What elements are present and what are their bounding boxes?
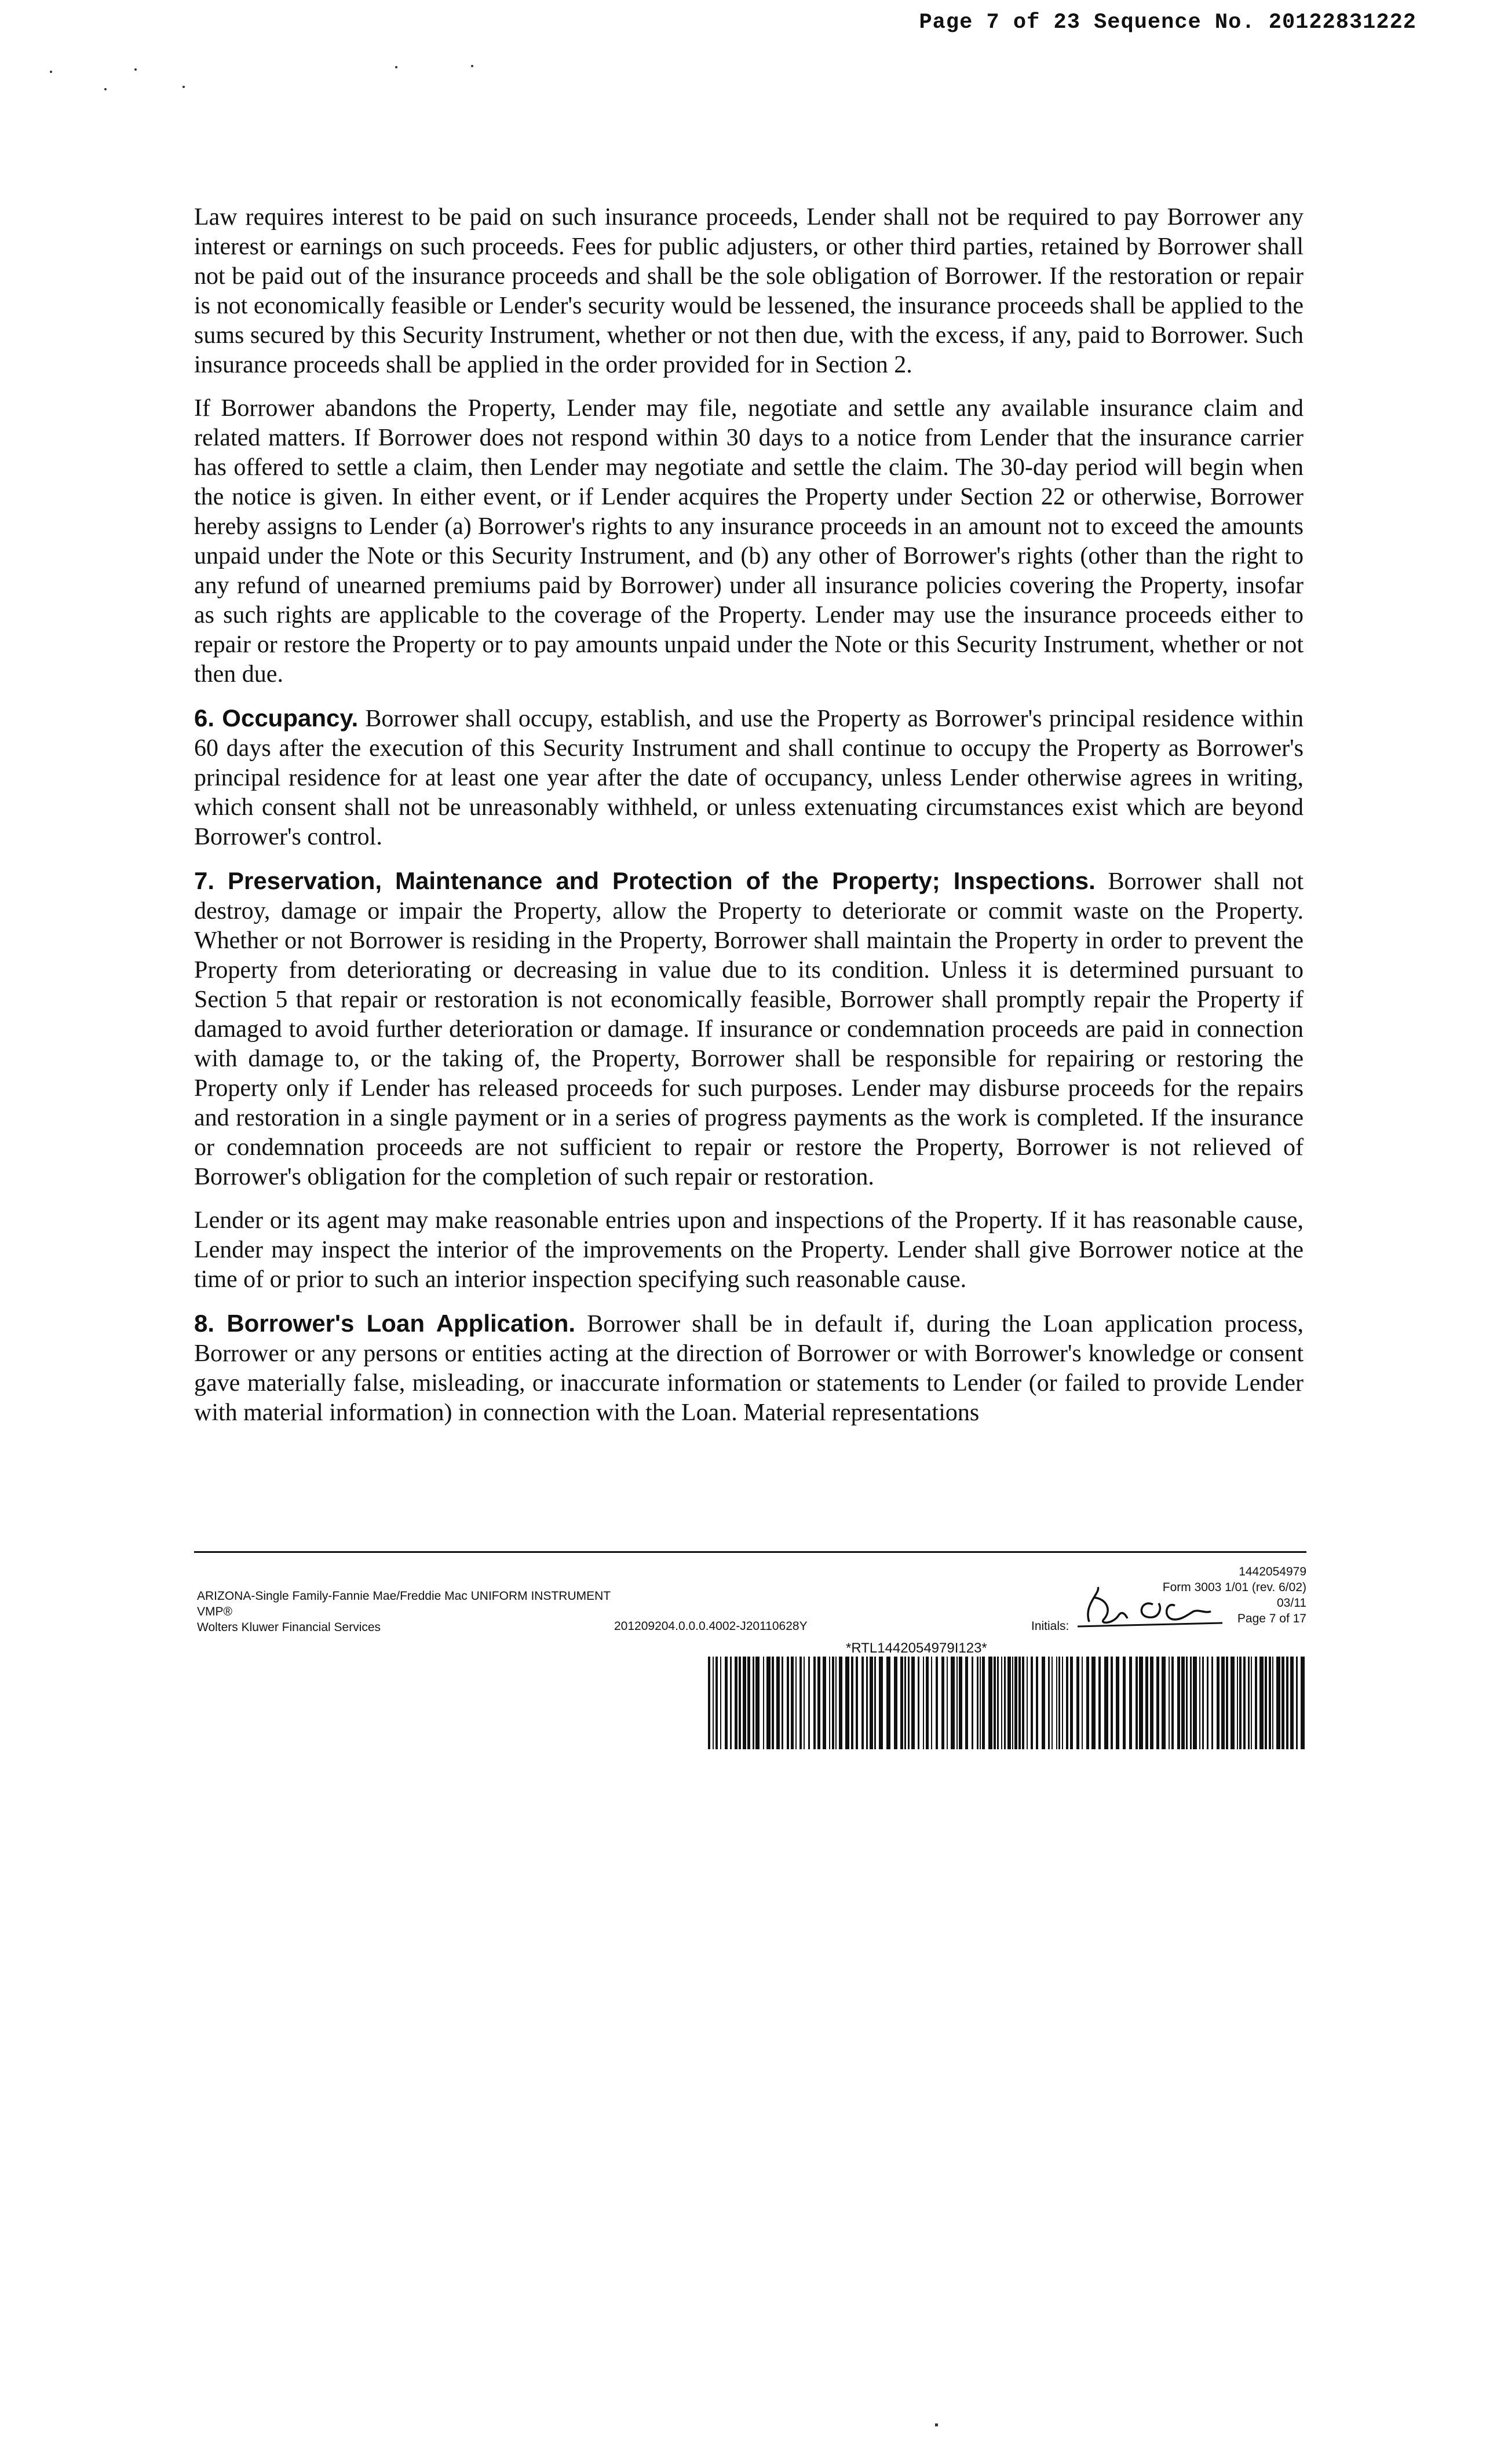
barcode-bar-105	[1207, 1657, 1208, 1749]
barcode-bar-118	[1265, 1657, 1267, 1749]
page-of-total: Page 7 of 17	[1237, 1612, 1306, 1625]
barcode-bar-53	[959, 1657, 962, 1749]
barcode-bar-15	[776, 1657, 780, 1749]
barcode-bar-62	[1001, 1657, 1002, 1749]
initials-field	[1031, 1619, 1069, 1633]
barcode-bar-37	[879, 1657, 883, 1749]
barcode-bar-46	[926, 1657, 929, 1749]
barcode-bar-27	[832, 1657, 834, 1749]
scan-specks	[46, 63, 510, 97]
barcode-bar-7	[739, 1657, 741, 1749]
section-6-heading: 6. Occupancy.	[194, 704, 359, 732]
vmp-mark: VMP®	[197, 1605, 232, 1618]
barcode-bar-43	[911, 1657, 915, 1749]
publisher-name: Wolters Kluwer Financial Services	[197, 1621, 381, 1634]
barcode-bar-83	[1091, 1657, 1096, 1749]
barcode-bar-60	[994, 1657, 996, 1749]
barcode-bar-45	[923, 1657, 924, 1749]
barcode-bar-95	[1162, 1657, 1166, 1749]
barcode-bar-19	[795, 1657, 797, 1749]
barcode-bar-14	[772, 1657, 774, 1749]
barcode-bar-49	[941, 1657, 944, 1749]
barcode-bar-33	[861, 1657, 864, 1749]
barcode-bar-122	[1281, 1657, 1284, 1749]
barcode-bar-57	[980, 1657, 981, 1749]
barcode-bar-101	[1190, 1657, 1192, 1749]
barcode-bar-21	[804, 1657, 805, 1749]
barcode-bar-97	[1171, 1657, 1174, 1749]
footer-left	[197, 1588, 611, 1635]
barcode-bar-103	[1199, 1657, 1200, 1749]
barcode-bar-85	[1104, 1657, 1108, 1749]
barcode-bar-116	[1255, 1657, 1257, 1749]
barcode-bar-26	[829, 1657, 830, 1749]
barcode-bar-56	[977, 1657, 979, 1749]
barcode-bar-99	[1181, 1657, 1185, 1749]
barcode-bar-34	[866, 1657, 868, 1749]
barcode-bar-54	[965, 1657, 968, 1749]
barcode-bar-55	[972, 1657, 973, 1749]
footer-divider	[194, 1551, 1306, 1553]
barcode-bar-48	[936, 1657, 938, 1749]
barcode-bar-13	[766, 1657, 771, 1749]
barcode-bar-102	[1193, 1657, 1197, 1749]
barcode-bar-74	[1051, 1657, 1053, 1749]
section-6-occupancy	[194, 703, 1304, 852]
paragraph-insurance-proceeds: Law requires interest to be paid on such insurance proceeds, Lender shall not be required to pay Borrower any interest or earnings on such proceeds. Fees for public adjusters, or other third parties, retained by Borrower shall not be paid out of the insurance proceeds and shall be the sole obligation of Borrower. If the restoration or repair is not economically feasible or Lender's security would be lessened, the insurance proceeds shall be applied to the sums secured by this Security Instrument, whether or not then due, with the excess, if any, paid to Borrower. Such insurance proceeds shall be applied in the order provided for in Section 2.	[194, 204, 1304, 378]
barcode-bar-66	[1014, 1657, 1017, 1749]
barcode-bar-68	[1022, 1657, 1024, 1749]
barcode-bar-72	[1042, 1657, 1045, 1749]
barcode-bar-50	[947, 1657, 948, 1749]
barcode-bar-28	[835, 1657, 837, 1749]
paragraph-abandonment: If Borrower abandons the Property, Lender may file, negotiate and settle any available insurance claim and related matters. If Borrower does not respond within 30 days to a notice from Lender that the insurance carrier has offered to settle a claim, then Lender may negotiate and settle the claim. The 30-day period will begin when the notice is given. In either event, or if Lender acquires the Property under Section 22 or otherwise, Borrower hereby assigns to Lender (a) Borrower's rights to any insurance proceeds in an amount not to exceed the amounts unpaid under the Note or this Security Instrument, and (b) any other of Borrower's rights (other than the right to any refund of unearned premiums paid by Borrower) under all insurance policies covering the Property, insofar as such rights are applicable to the coverage of the Property. Lender may use the insurance proceeds either to repair or restore the Property or to pay amounts unpaid under the Note or this Security Instrument, whether or not then due.	[194, 395, 1304, 688]
barcode-bar-119	[1269, 1657, 1271, 1749]
barcode-bar-80	[1076, 1657, 1079, 1749]
barcode-bar-0	[708, 1657, 710, 1749]
barcode-bar-40	[900, 1657, 903, 1749]
barcode-bar-69	[1027, 1657, 1028, 1749]
barcode-bar-3	[720, 1657, 721, 1749]
barcode-bar-114	[1248, 1657, 1250, 1749]
barcode-bar-90	[1136, 1657, 1138, 1749]
page-header: Page 7 of 23 Sequence No. 20122831222	[919, 10, 1416, 35]
barcode-bar-125	[1296, 1657, 1298, 1749]
section-8-heading: 8. Borrower's Loan Application.	[194, 1310, 576, 1337]
barcode-bar-89	[1129, 1657, 1132, 1749]
barcode-bar-4	[725, 1657, 728, 1749]
barcode-bar-106	[1211, 1657, 1213, 1749]
barcode-bar-25	[823, 1657, 826, 1749]
barcode-bar-51	[951, 1657, 955, 1749]
barcode-bar-124	[1290, 1657, 1294, 1749]
barcode-bar-18	[791, 1657, 794, 1749]
barcode-bar-35	[870, 1657, 873, 1749]
barcode-bar-38	[886, 1657, 890, 1749]
barcode-bar-71	[1036, 1657, 1038, 1749]
barcode-bar-112	[1239, 1657, 1242, 1749]
barcode-bar-63	[1004, 1657, 1006, 1749]
barcode-bar-91	[1139, 1657, 1143, 1749]
barcode	[708, 1657, 1310, 1749]
barcode-bar-88	[1123, 1657, 1126, 1749]
paragraph-inspections: Lender or its agent may make reasonable entries upon and inspections of the Property. If it has reasonable cause, Lender may inspect the interior of the improvements on the Property. Lender shall give Borrower notice at the time of or prior to such an interior inspection specifying such reasonable cause.	[194, 1207, 1304, 1293]
barcode-bar-42	[908, 1657, 910, 1749]
barcode-bar-84	[1098, 1657, 1101, 1749]
barcode-bar-98	[1177, 1657, 1180, 1749]
barcode-bar-52	[956, 1657, 958, 1749]
barcode-bar-108	[1221, 1657, 1225, 1749]
barcode-bar-87	[1116, 1657, 1119, 1749]
barcode-bar-44	[918, 1657, 919, 1749]
barcode-bar-93	[1150, 1657, 1153, 1749]
barcode-bar-12	[763, 1657, 764, 1749]
section-6-text: Borrower shall occupy, establish, and use the Property as Borrower's principal residence within 60 days after the execution of this Security Instrument and shall continue to occupy the Property as Borrower's principal residence for at least one year after the date of occupancy, unless Lender otherwise agrees in writing, which consent shall not be unreasonably withheld, or unless extenuating circumstances exist which are beyond Borrower's control.	[194, 705, 1304, 850]
form-date: 03/11	[1277, 1596, 1306, 1610]
document-body	[194, 203, 1304, 1442]
barcode-bar-86	[1111, 1657, 1113, 1749]
initials-label: Initials:	[1031, 1619, 1069, 1633]
barcode-bar-123	[1286, 1657, 1288, 1749]
barcode-bar-58	[982, 1657, 985, 1749]
barcode-bar-109	[1226, 1657, 1228, 1749]
barcode-bar-64	[1007, 1657, 1011, 1749]
barcode-bar-82	[1086, 1657, 1089, 1749]
barcode-bar-9	[747, 1657, 750, 1749]
barcode-bar-61	[997, 1657, 999, 1749]
barcode-bar-120	[1272, 1657, 1273, 1749]
barcode-bar-39	[894, 1657, 897, 1749]
barcode-bar-20	[799, 1657, 802, 1749]
barcode-bar-22	[808, 1657, 810, 1749]
barcode-bar-10	[753, 1657, 754, 1749]
barcode-bar-117	[1259, 1657, 1264, 1749]
form-number: Form 3003 1/01 (rev. 6/02)	[1162, 1581, 1306, 1594]
barcode-bar-32	[856, 1657, 858, 1749]
barcode-bar-81	[1082, 1657, 1083, 1749]
barcode-bar-11	[755, 1657, 760, 1749]
barcode-bar-78	[1066, 1657, 1068, 1749]
section-7-preservation	[194, 866, 1304, 1192]
barcode-bar-31	[851, 1657, 853, 1749]
barcode-bar-111	[1237, 1657, 1238, 1749]
barcode-bar-73	[1048, 1657, 1050, 1749]
barcode-bar-100	[1186, 1657, 1188, 1749]
barcode-bar-76	[1058, 1657, 1060, 1749]
barcode-bar-6	[735, 1657, 737, 1749]
barcode-bar-79	[1070, 1657, 1073, 1749]
barcode-bar-67	[1018, 1657, 1021, 1749]
barcode-bar-96	[1169, 1657, 1170, 1749]
barcode-bar-113	[1243, 1657, 1246, 1749]
barcode-bar-30	[845, 1657, 849, 1749]
section-8-loan-application	[194, 1308, 1304, 1428]
barcode-bar-70	[1031, 1657, 1033, 1749]
barcode-bar-121	[1276, 1657, 1280, 1749]
barcode-bar-24	[817, 1657, 820, 1749]
barcode-bar-104	[1202, 1657, 1204, 1749]
barcode-bar-107	[1217, 1657, 1220, 1749]
barcode-bar-65	[1012, 1657, 1013, 1749]
barcode-caption: *RTL1442054979I123*	[846, 1640, 987, 1656]
scan-speck-bottom	[935, 2423, 938, 2426]
barcode-bar-23	[813, 1657, 816, 1749]
barcode-bar-110	[1231, 1657, 1235, 1749]
form-title: ARIZONA-Single Family-Fannie Mae/Freddie Mac UNIFORM INSTRUMENT	[197, 1589, 611, 1603]
barcode-bar-59	[988, 1657, 992, 1749]
handwritten-initials	[1072, 1581, 1234, 1633]
document-code: 201209204.0.0.0.4002-J20110628Y	[614, 1619, 808, 1633]
barcode-bar-92	[1145, 1657, 1148, 1749]
barcode-bar-41	[904, 1657, 906, 1749]
section-7-heading: 7. Preservation, Maintenance and Protection of the Property; Inspections.	[194, 867, 1096, 894]
section-8-text: Borrower shall be in default if, during the Loan application process, Borrower or any persons or entities acting at the direction of Borrower or with Borrower's knowledge or consent gave materially false, misleading, or inaccurate information or statements to Lender (or failed to provide Lender with material information) in connection with the Loan. Material representations	[194, 1311, 1304, 1426]
barcode-bar-8	[743, 1657, 746, 1749]
barcode-bar-47	[931, 1657, 932, 1749]
barcode-bar-75	[1056, 1657, 1057, 1749]
section-7-text: Borrower shall not destroy, damage or impair the Property, allow the Property to deteriorate or commit waste on the Property. Whether or not Borrower is residing in the Property, Borrower shall maintain the Property in order to prevent the Property from deteriorating or decreasing in value due to its condition. Unless it is determined pursuant to Section 5 that repair or restoration is not economically feasible, Borrower shall promptly repair the Property if damaged to avoid further deterioration or damage. If insurance or condemnation proceeds are paid in connection with damage to, or the taking of, the Property, Borrower shall be responsible for repairing or restoring the Property only if Lender has released proceeds for such purposes. Lender may disburse proceeds for the repairs and restoration in a single payment or in a series of progress payments as the work is completed. If the insurance or condemnation proceeds are not sufficient to repair or restore the Property, Borrower is not relieved of Borrower's obligation for the completion of such repair or restoration.	[194, 868, 1304, 1190]
loan-number: 1442054979	[1239, 1565, 1306, 1578]
barcode-bar-77	[1062, 1657, 1063, 1749]
barcode-bar-5	[730, 1657, 732, 1749]
barcode-bar-17	[787, 1657, 789, 1749]
barcode-bar-29	[839, 1657, 842, 1749]
barcode-bar-16	[782, 1657, 783, 1749]
barcode-bar-2	[715, 1657, 718, 1749]
barcode-bar-126	[1301, 1657, 1305, 1749]
barcode-bar-115	[1251, 1657, 1252, 1749]
barcode-bar-36	[874, 1657, 876, 1749]
barcode-bar-1	[713, 1657, 714, 1749]
barcode-bar-94	[1156, 1657, 1159, 1749]
